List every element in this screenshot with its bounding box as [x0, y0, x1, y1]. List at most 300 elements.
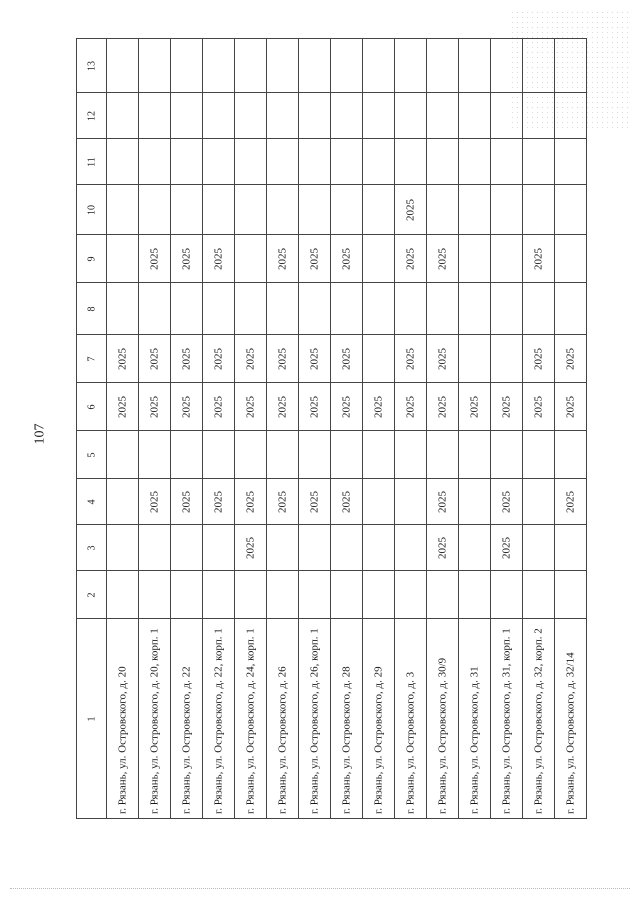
scan-edge-line [10, 888, 630, 889]
year-cell [363, 431, 395, 479]
year-cell [107, 283, 139, 335]
year-value: 2025 [148, 347, 160, 370]
year-value: 2025 [340, 247, 352, 270]
year-cell [491, 185, 523, 235]
year-cell [171, 283, 203, 335]
year-cell [267, 185, 299, 235]
year-cell [203, 235, 235, 283]
address-cell [331, 619, 363, 819]
year-cell [363, 39, 395, 93]
year-value: 2025 [276, 490, 288, 513]
year-cell [203, 431, 235, 479]
year-value: 2025 [436, 536, 448, 559]
address-cell [139, 619, 171, 819]
column-header-label: 1 [86, 716, 97, 721]
address-cell [491, 619, 523, 819]
year-value: 2025 [500, 536, 512, 559]
year-cell [363, 235, 395, 283]
year-cell [555, 283, 587, 335]
year-cell [203, 139, 235, 185]
year-cell [299, 383, 331, 431]
year-cell [555, 139, 587, 185]
year-cell [139, 479, 171, 525]
year-cell [299, 39, 331, 93]
year-cell [331, 283, 363, 335]
year-value: 2025 [436, 490, 448, 513]
year-cell [427, 283, 459, 335]
year-cell [427, 335, 459, 383]
year-cell [203, 479, 235, 525]
year-cell [523, 335, 555, 383]
year-cell [171, 571, 203, 619]
year-cell [235, 39, 267, 93]
year-cell [171, 93, 203, 139]
year-cell [395, 93, 427, 139]
year-cell [523, 525, 555, 571]
year-cell [267, 283, 299, 335]
year-value: 2025 [340, 347, 352, 370]
year-value: 2025 [564, 395, 576, 418]
column-header [77, 525, 107, 571]
year-cell [331, 235, 363, 283]
year-cell [523, 235, 555, 283]
year-cell [267, 571, 299, 619]
year-cell [299, 283, 331, 335]
year-cell [331, 571, 363, 619]
table-band-col-7 [77, 335, 587, 383]
year-value: 2025 [308, 247, 320, 270]
year-cell [235, 335, 267, 383]
year-cell [299, 431, 331, 479]
year-cell [491, 39, 523, 93]
year-cell [427, 383, 459, 431]
address-cell [171, 619, 203, 819]
year-value: 2025 [276, 347, 288, 370]
address-text: г. Рязань, ул. Островского, д. 22 [180, 665, 192, 814]
year-value: 2025 [148, 247, 160, 270]
year-cell [555, 479, 587, 525]
column-header-label: 10 [86, 204, 97, 215]
column-header [77, 335, 107, 383]
year-cell [459, 479, 491, 525]
year-cell [427, 93, 459, 139]
year-cell [107, 185, 139, 235]
year-cell [331, 185, 363, 235]
column-header-label: 9 [86, 256, 97, 261]
year-cell [363, 93, 395, 139]
year-cell [427, 431, 459, 479]
address-cell [459, 619, 491, 819]
year-cell [171, 185, 203, 235]
year-cell [235, 93, 267, 139]
table-band-col-10 [77, 185, 587, 235]
address-cell [363, 619, 395, 819]
year-value: 2025 [436, 347, 448, 370]
year-cell [491, 383, 523, 431]
year-cell [395, 479, 427, 525]
year-cell [139, 431, 171, 479]
year-cell [171, 139, 203, 185]
year-cell [267, 431, 299, 479]
column-header [77, 571, 107, 619]
year-cell [331, 93, 363, 139]
year-cell [299, 335, 331, 383]
year-cell [139, 571, 171, 619]
address-text: г. Рязань, ул. Островского, д. 3 [404, 671, 416, 814]
column-header-label: 12 [86, 110, 97, 121]
year-cell [171, 525, 203, 571]
schedule-table-container [76, 38, 586, 818]
year-cell [363, 335, 395, 383]
year-cell [459, 525, 491, 571]
year-cell [235, 525, 267, 571]
year-cell [427, 235, 459, 283]
year-cell [171, 431, 203, 479]
column-header [77, 283, 107, 335]
year-cell [427, 39, 459, 93]
year-cell [427, 571, 459, 619]
year-value: 2025 [180, 347, 192, 370]
year-cell [459, 571, 491, 619]
year-cell [139, 93, 171, 139]
column-header-label: 2 [86, 592, 97, 597]
column-header [77, 93, 107, 139]
year-cell [107, 431, 139, 479]
column-header-label: 8 [86, 306, 97, 311]
year-value: 2025 [148, 490, 160, 513]
year-cell [203, 93, 235, 139]
year-cell [491, 93, 523, 139]
year-cell [459, 235, 491, 283]
column-header [77, 39, 107, 93]
year-cell [363, 479, 395, 525]
table-band-col-5 [77, 431, 587, 479]
address-cell [235, 619, 267, 819]
address-text: г. Рязань, ул. Островского, д. 28 [340, 665, 352, 814]
column-header [77, 383, 107, 431]
year-cell [299, 235, 331, 283]
year-cell [139, 383, 171, 431]
year-cell [139, 39, 171, 93]
year-cell [267, 383, 299, 431]
address-text: г. Рязань, ул. Островского, д. 22, корп. 1 [212, 627, 224, 814]
year-cell [523, 39, 555, 93]
table-band-col-13 [77, 39, 587, 93]
year-cell [491, 139, 523, 185]
year-cell [555, 525, 587, 571]
year-cell [171, 479, 203, 525]
schedule-table [76, 38, 587, 819]
year-cell [267, 139, 299, 185]
year-cell [235, 139, 267, 185]
year-value: 2025 [276, 247, 288, 270]
year-value: 2025 [404, 347, 416, 370]
table-band-col-9 [77, 235, 587, 283]
year-cell [299, 479, 331, 525]
column-header-label: 6 [86, 404, 97, 409]
address-cell [395, 619, 427, 819]
year-cell [267, 335, 299, 383]
year-cell [523, 431, 555, 479]
year-value: 2025 [244, 490, 256, 513]
year-value: 2025 [564, 347, 576, 370]
address-text: г. Рязань, ул. Островского, д. 30/9 [436, 657, 448, 814]
year-cell [139, 335, 171, 383]
year-cell [203, 571, 235, 619]
year-cell [555, 431, 587, 479]
year-value: 2025 [308, 347, 320, 370]
page-number-text: 107 [32, 423, 47, 445]
year-cell [139, 235, 171, 283]
year-cell [203, 383, 235, 431]
year-cell [459, 185, 491, 235]
year-cell [299, 571, 331, 619]
year-cell [107, 139, 139, 185]
table-band-col-2 [77, 571, 587, 619]
year-value: 2025 [404, 395, 416, 418]
column-header [77, 431, 107, 479]
year-value: 2025 [180, 247, 192, 270]
year-cell [267, 235, 299, 283]
year-cell [107, 235, 139, 283]
column-header-label: 7 [86, 356, 97, 361]
year-cell [395, 283, 427, 335]
address-cell [267, 619, 299, 819]
address-cell [203, 619, 235, 819]
year-value: 2025 [500, 490, 512, 513]
year-cell [139, 139, 171, 185]
year-cell [363, 283, 395, 335]
address-cell [107, 619, 139, 819]
year-cell [491, 431, 523, 479]
year-value: 2025 [244, 536, 256, 559]
year-cell [395, 139, 427, 185]
year-cell [427, 525, 459, 571]
year-cell [395, 39, 427, 93]
column-header-label: 4 [86, 499, 97, 504]
year-value: 2025 [532, 247, 544, 270]
year-value: 2025 [116, 395, 128, 418]
address-text: г. Рязань, ул. Островского, д. 32, корп. 2 [532, 627, 544, 814]
table-band-col-3 [77, 525, 587, 571]
year-cell [235, 431, 267, 479]
column-header [77, 479, 107, 525]
year-cell [395, 335, 427, 383]
year-cell [331, 479, 363, 525]
column-header-label: 3 [86, 545, 97, 550]
address-text: г. Рязань, ул. Островского, д. 29 [372, 665, 384, 814]
year-cell [555, 93, 587, 139]
address-text: г. Рязань, ул. Островского, д. 26, корп. 1 [308, 627, 320, 814]
address-text: г. Рязань, ул. Островского, д. 31, корп. 1 [500, 627, 512, 814]
year-cell [203, 185, 235, 235]
year-cell [555, 383, 587, 431]
year-cell [107, 479, 139, 525]
year-cell [107, 39, 139, 93]
year-value: 2025 [308, 490, 320, 513]
year-cell [523, 139, 555, 185]
year-value: 2025 [212, 247, 224, 270]
year-cell [331, 335, 363, 383]
year-value: 2025 [532, 347, 544, 370]
year-cell [523, 185, 555, 235]
address-text: г. Рязань, ул. Островского, д. 20, корп. 1 [148, 627, 160, 814]
year-value: 2025 [404, 198, 416, 221]
year-cell [331, 139, 363, 185]
year-cell [395, 571, 427, 619]
year-value: 2025 [212, 490, 224, 513]
year-cell [107, 93, 139, 139]
year-cell [555, 335, 587, 383]
address-text: г. Рязань, ул. Островского, д. 20 [116, 665, 128, 814]
year-value: 2025 [212, 347, 224, 370]
year-cell [395, 185, 427, 235]
column-header [77, 139, 107, 185]
year-value: 2025 [340, 490, 352, 513]
year-cell [363, 139, 395, 185]
year-value: 2025 [372, 395, 384, 418]
year-value: 2025 [116, 347, 128, 370]
year-cell [107, 571, 139, 619]
year-cell [139, 283, 171, 335]
year-cell [459, 283, 491, 335]
year-cell [459, 139, 491, 185]
year-value: 2025 [180, 490, 192, 513]
year-cell [523, 479, 555, 525]
year-cell [363, 383, 395, 431]
year-cell [491, 571, 523, 619]
year-cell [395, 525, 427, 571]
year-cell [491, 479, 523, 525]
year-cell [267, 93, 299, 139]
year-cell [331, 383, 363, 431]
year-cell [555, 571, 587, 619]
year-value: 2025 [468, 395, 480, 418]
year-cell [171, 335, 203, 383]
year-cell [427, 479, 459, 525]
column-header [77, 619, 107, 819]
year-value: 2025 [276, 395, 288, 418]
year-cell [459, 431, 491, 479]
table-band-col-4 [77, 479, 587, 525]
year-cell [363, 185, 395, 235]
year-cell [107, 383, 139, 431]
year-cell [523, 283, 555, 335]
year-cell [299, 93, 331, 139]
year-cell [171, 383, 203, 431]
year-cell [267, 39, 299, 93]
table-band-col-8 [77, 283, 587, 335]
year-cell [331, 525, 363, 571]
address-cell [427, 619, 459, 819]
year-cell [491, 335, 523, 383]
column-header-label: 11 [86, 156, 97, 167]
year-cell [395, 431, 427, 479]
table-band-col-12 [77, 93, 587, 139]
year-cell [235, 235, 267, 283]
year-cell [427, 139, 459, 185]
address-text: г. Рязань, ул. Островского, д. 26 [276, 665, 288, 814]
year-cell [555, 235, 587, 283]
year-cell [139, 525, 171, 571]
year-cell [299, 525, 331, 571]
column-header-label: 13 [86, 60, 97, 71]
year-value: 2025 [532, 395, 544, 418]
year-value: 2025 [244, 395, 256, 418]
year-cell [299, 185, 331, 235]
table-band-col-6 [77, 383, 587, 431]
year-cell [267, 525, 299, 571]
year-value: 2025 [180, 395, 192, 418]
year-value: 2025 [436, 247, 448, 270]
year-cell [427, 185, 459, 235]
year-cell [523, 571, 555, 619]
column-header [77, 235, 107, 283]
year-cell [203, 39, 235, 93]
year-cell [491, 235, 523, 283]
year-cell [459, 93, 491, 139]
year-cell [235, 479, 267, 525]
year-value: 2025 [212, 395, 224, 418]
year-cell [203, 335, 235, 383]
year-cell [107, 525, 139, 571]
year-value: 2025 [500, 395, 512, 418]
year-cell [395, 383, 427, 431]
table-band-col-1 [77, 619, 587, 819]
address-text: г. Рязань, ул. Островского, д. 31 [468, 665, 480, 814]
year-cell [203, 283, 235, 335]
year-cell [459, 335, 491, 383]
table-band-col-11 [77, 139, 587, 185]
year-cell [491, 525, 523, 571]
year-cell [171, 39, 203, 93]
year-cell [171, 235, 203, 283]
year-cell [491, 283, 523, 335]
year-value: 2025 [340, 395, 352, 418]
column-header-label: 5 [86, 452, 97, 457]
year-cell [299, 139, 331, 185]
year-cell [459, 383, 491, 431]
year-cell [331, 431, 363, 479]
year-cell [139, 185, 171, 235]
year-cell [235, 383, 267, 431]
year-cell [555, 39, 587, 93]
year-cell [363, 525, 395, 571]
year-cell [523, 93, 555, 139]
address-text: г. Рязань, ул. Островского, д. 32/14 [564, 651, 576, 814]
address-text: г. Рязань, ул. Островского, д. 24, корп. 1 [244, 627, 256, 814]
year-cell [107, 335, 139, 383]
page-number [30, 404, 50, 464]
address-cell [299, 619, 331, 819]
year-cell [523, 383, 555, 431]
year-value: 2025 [404, 247, 416, 270]
year-cell [459, 39, 491, 93]
address-cell [523, 619, 555, 819]
year-value: 2025 [308, 395, 320, 418]
year-cell [331, 39, 363, 93]
year-cell [363, 571, 395, 619]
column-header [77, 185, 107, 235]
year-cell [235, 571, 267, 619]
year-cell [235, 283, 267, 335]
year-cell [395, 235, 427, 283]
year-cell [267, 479, 299, 525]
year-value: 2025 [148, 395, 160, 418]
year-value: 2025 [436, 395, 448, 418]
year-value: 2025 [564, 490, 576, 513]
year-value: 2025 [244, 347, 256, 370]
